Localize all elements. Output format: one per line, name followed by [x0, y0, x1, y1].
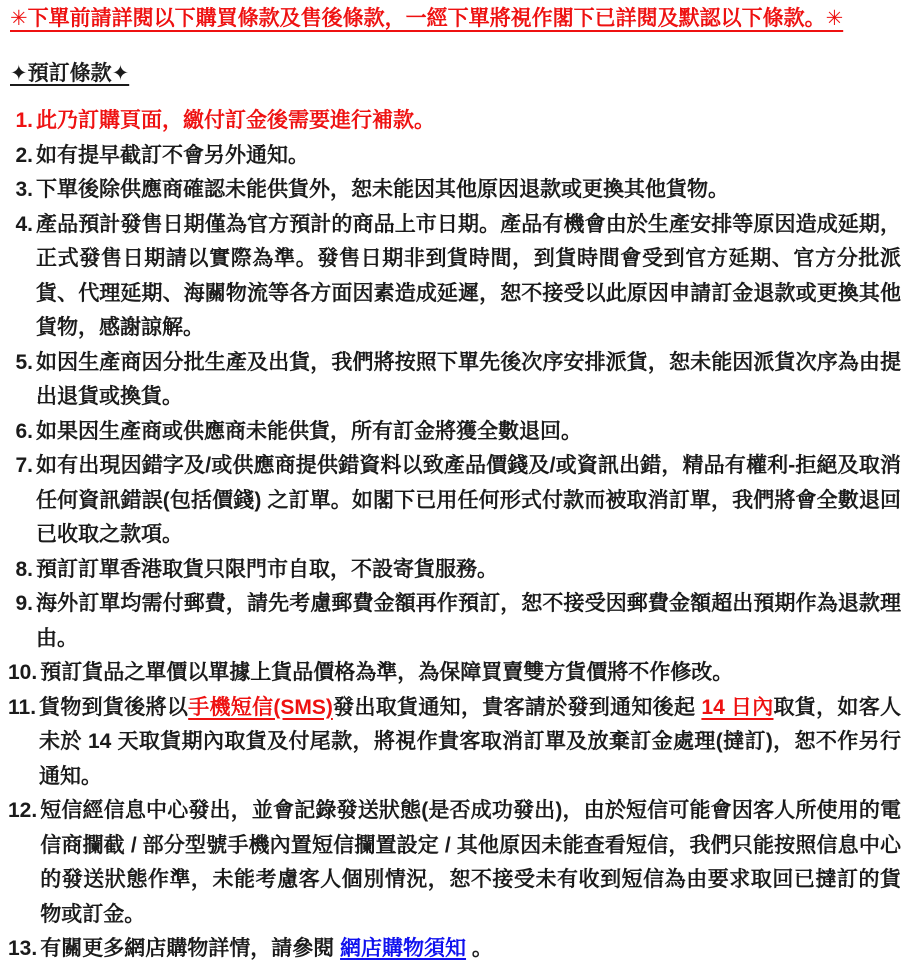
term-text-segment: 下單後除供應商確認未能供貨外，恕未能因其他原因退款或更換其他貨物。 — [36, 178, 729, 201]
term-text — [36, 449, 901, 553]
term-number: 11. — [8, 695, 37, 719]
term-number: 8. — [15, 557, 33, 581]
term-text — [40, 932, 901, 967]
term-text — [36, 553, 901, 588]
term-item — [8, 208, 901, 346]
term-text-segment: 有關更多網店購物詳情，請參閱 — [40, 937, 341, 960]
term-text-segment: 此乃訂購頁面，繳付訂金後需要進行補款。 — [36, 109, 435, 132]
terms-list — [8, 104, 901, 967]
term-item — [8, 932, 901, 967]
term-text-segment: 產品預計發售日期僅為官方預計的商品上市日期。產品有機會由於生產安排等原因造成延期，正式發售日期請以實際為準。發售日期非到貨時間，到貨時間會受到官方延期、官方分批派貨、代理延期、海關物流等各方面因素造成延遲，恕不接受以此原因申請訂金退款或更換其他貨物，感謝諒解。 — [36, 212, 901, 339]
term-text-segment: 發出取貨通知，貴客請於發到通知後起 — [332, 695, 702, 719]
term-text-segment: 海外訂單均需付郵費，請先考慮郵費金額再作預訂，恕不接受因郵費金額超出預期作為退款理由。 — [36, 592, 901, 650]
section-title-preorder-terms: ✦預訂條款✦ — [10, 61, 130, 85]
term-text-segment: 預訂貨品之單價以單據上貨品價格為準，為保障買賣雙方貨價將不作修改。 — [40, 661, 734, 684]
term-number: 12. — [8, 799, 38, 822]
term-text — [40, 794, 901, 932]
term-item — [8, 104, 901, 139]
term-number: 6. — [15, 419, 33, 443]
term-text-segment: 取貨，如客人未於 14 天取貨期內取貨及付尾款，將視作貴客取消訂單及放棄訂金處理(撻訂)，恕不作另行通知。 — [39, 695, 902, 788]
term-text-segment: 貨物到貨後將以 — [39, 695, 189, 719]
term-number: 4. — [15, 212, 33, 236]
term-item — [8, 794, 901, 932]
term-item — [8, 656, 901, 691]
term-number: 2. — [15, 143, 33, 167]
term-text-segment: 預訂訂單香港取貨只限門市自取，不設寄貨服務。 — [36, 557, 498, 581]
term-text — [36, 104, 901, 139]
term-number: 9. — [15, 592, 33, 615]
term-text — [36, 139, 901, 174]
term-text — [36, 587, 901, 656]
term-number: 3. — [15, 178, 33, 201]
term-item — [8, 415, 901, 450]
term-number: 1. — [15, 109, 33, 132]
term-text — [36, 208, 901, 346]
term-item — [8, 691, 901, 795]
term-item — [8, 346, 901, 415]
term-number: 13. — [8, 937, 38, 960]
pre-order-warning-notice: ✳下單前請詳閱以下購買條款及售後條款，一經下單將視作閣下已詳閱及默認以下條款。✳ — [10, 7, 844, 30]
term-text — [39, 691, 901, 795]
term-number: 10. — [8, 661, 38, 684]
term-text-segment: 如有提早截訂不會另外通知。 — [36, 143, 309, 167]
term-item — [8, 139, 901, 174]
term-text-segment: 如果因生產商或供應商未能供貨，所有訂金將獲全數退回。 — [36, 419, 582, 443]
red-highlight: 14 日內 — [701, 695, 774, 719]
term-text — [36, 415, 901, 450]
term-text-segment: 如有出現因錯字及/或供應商提供錯資料以致產品價錢及/或資訊出錯，精品有權利-拒絕及取消任何資訊錯誤(包括價錢) 之訂單。如閣下已用任何形式付款而被取消訂單，我們將會全數退回已收取之款項。 — [36, 454, 901, 546]
term-number: 5. — [15, 350, 33, 374]
store-shopping-notice-link[interactable]: 網店購物須知 — [340, 937, 467, 960]
term-text-segment: 短信經信息中心發出，並會記錄發送狀態(是否成功發出)，由於短信可能會因客人所使用的電信商攔截 / 部分型號手機內置短信攔置設定 / 其他原因未能查看短信，我們只能按照信息中心的發送狀態作準，未能考慮客人個別情況，恕不接受未有收到短信為由要求取回已撻訂的貨物或訂金。 — [40, 799, 901, 926]
term-number: 7. — [15, 454, 33, 477]
term-item — [8, 173, 901, 208]
term-text-segment: 。 — [466, 937, 493, 960]
term-text-segment: 如因生產商因分批生產及出貨，我們將按照下單先後次序安排派貨，恕未能因派貨次序為由提出退貨或換貨。 — [36, 350, 901, 408]
term-item — [8, 587, 901, 656]
term-item — [8, 449, 901, 553]
term-text — [36, 346, 901, 415]
term-item — [8, 553, 901, 588]
term-text — [36, 173, 901, 208]
red-highlight: 手機短信(SMS) — [188, 695, 333, 719]
term-text — [40, 656, 901, 691]
